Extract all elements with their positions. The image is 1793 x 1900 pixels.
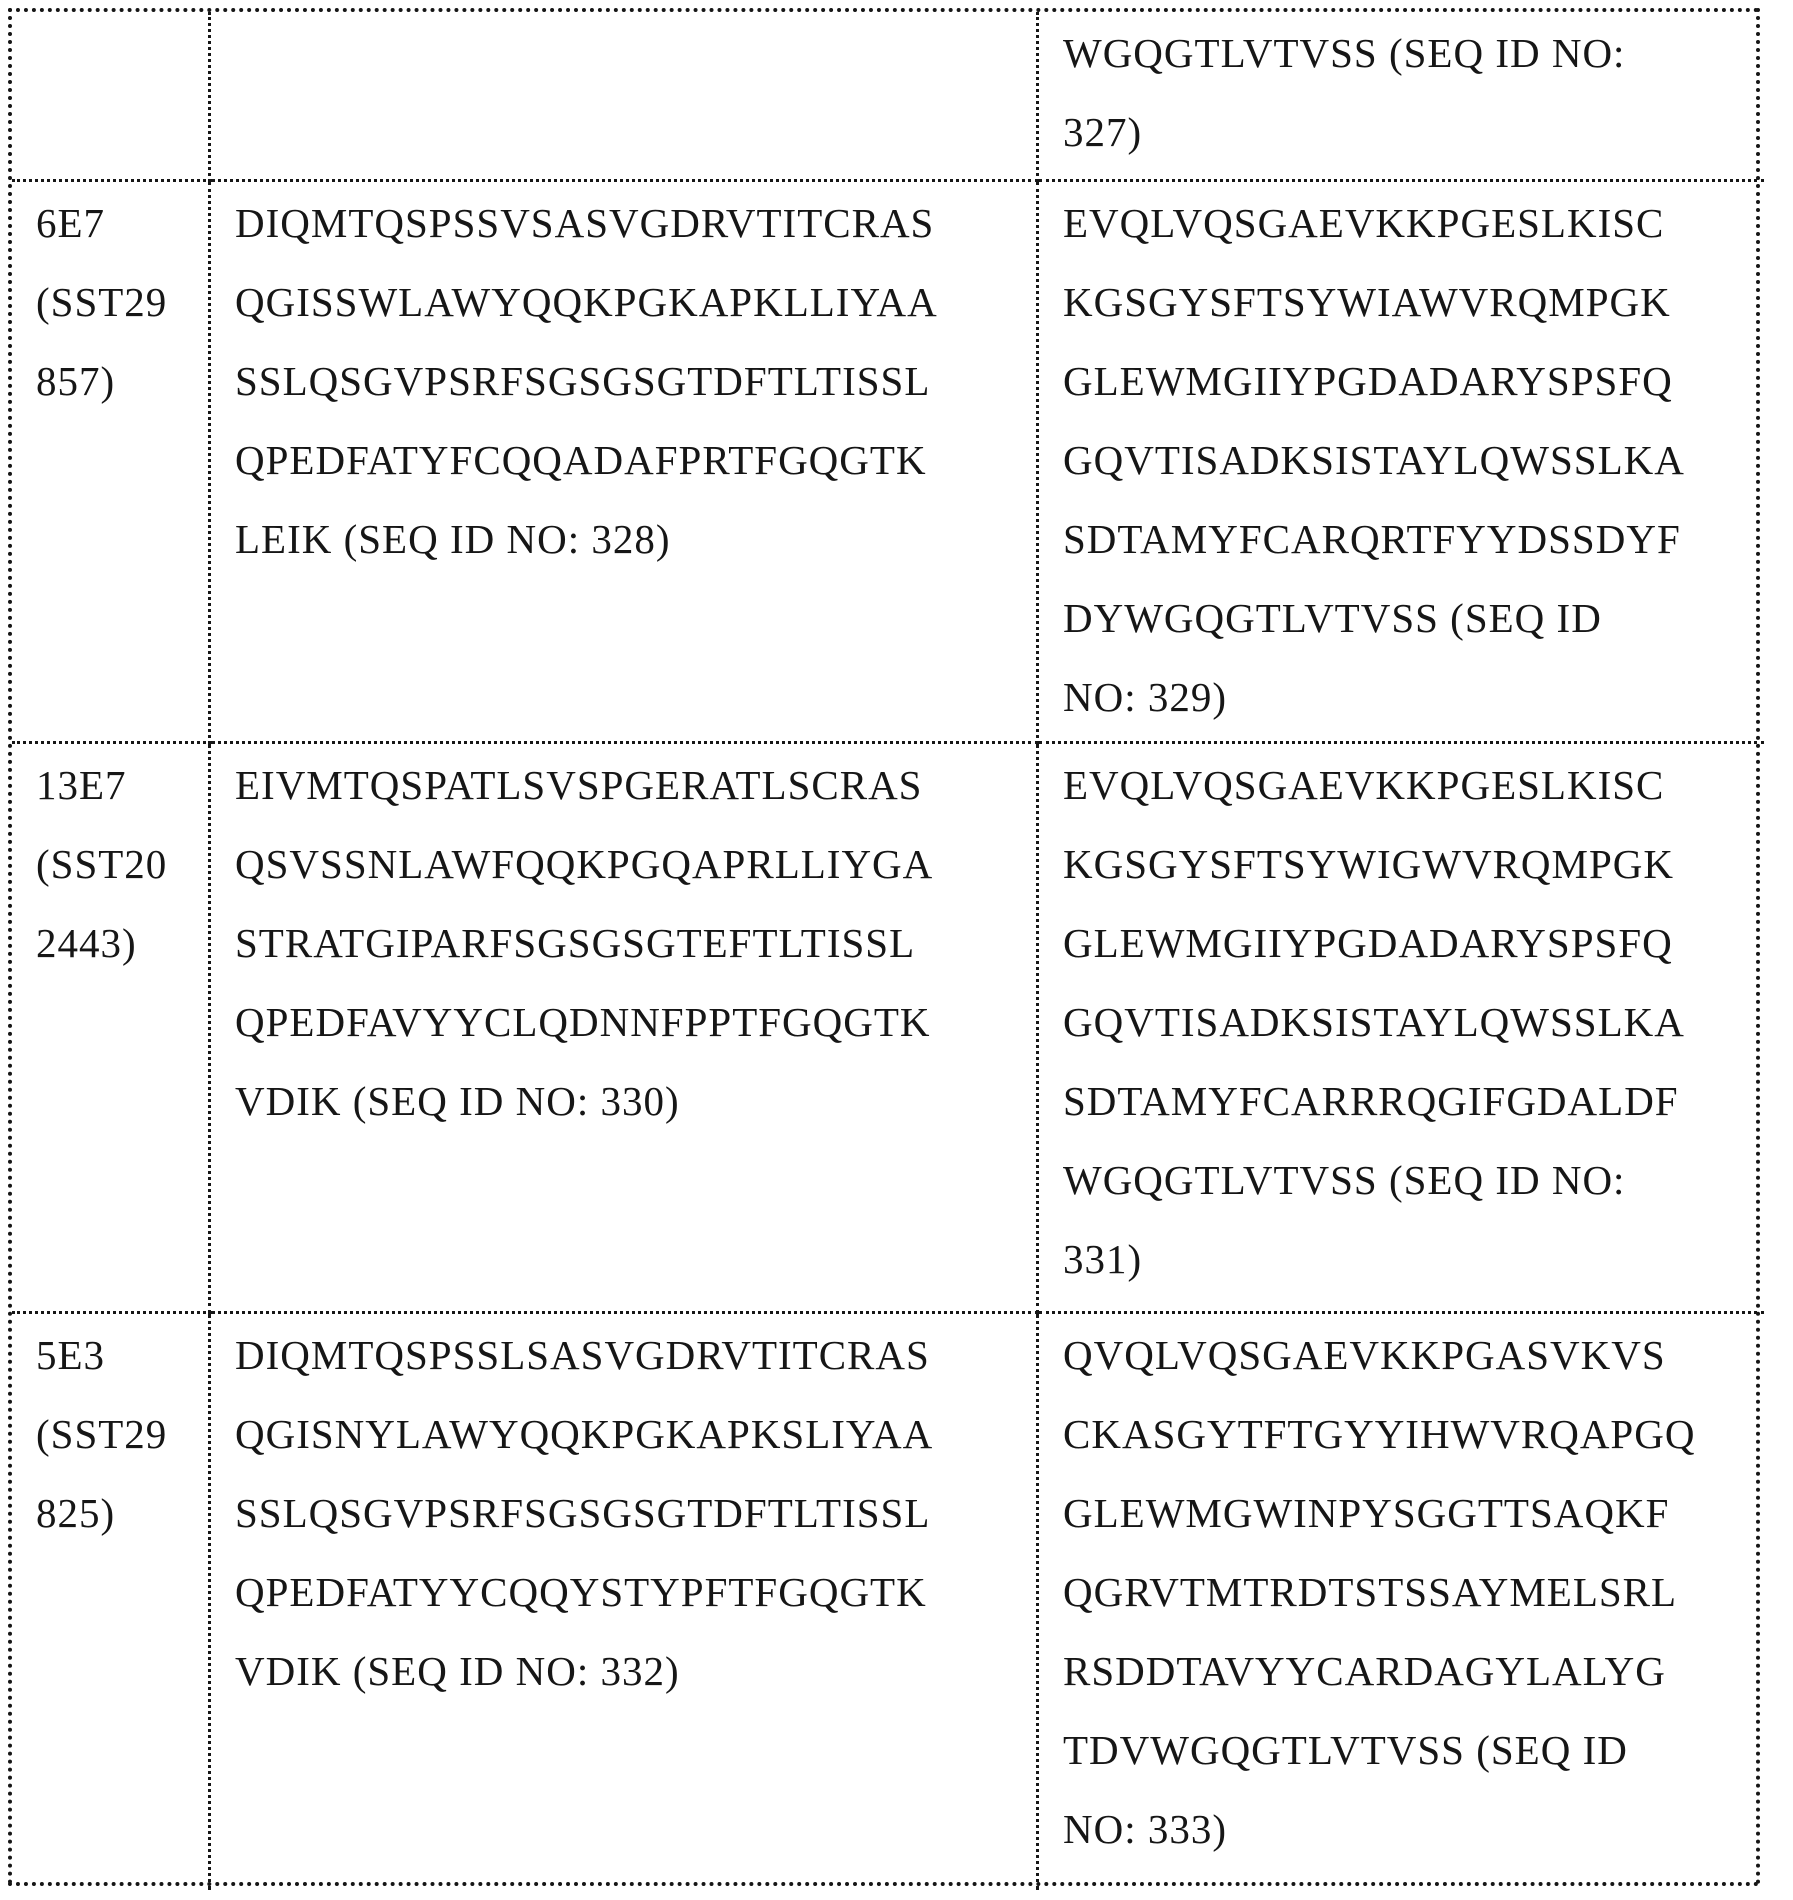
sequence-table	[8, 8, 1760, 1886]
clone-id-cell: 6E7 (SST29 857)	[12, 182, 211, 744]
clone-id-cell: 13E7 (SST20 2443)	[12, 744, 211, 1314]
vl-sequence-cell: DIQMTQSPSSLSASVGDRVTITCRAS QGISNYLAWYQQKPGKAPKSLIYAA SSLQSGVPSRFSGSGSGTDFTLTISSL QPEDFATYYCQQYSTYPFTFGQGTK VDIK (SEQ ID NO: 332)	[211, 1314, 1039, 1890]
vh-sequence-cell: EVQLVQSGAEVKKPGESLKISC KGSGYSFTSYWIGWVRQMPGK GLEWMGIIYPGDADARYSPSFQ GQVTISADKSISTAYLQWSSLKA SDTAMYFCARRRQGIFGDALDF WGQGTLVTVSS (SEQ ID NO: 331)	[1039, 744, 1764, 1314]
vl-sequence-cell: EIVMTQSPATLSVSPGERATLSCRAS QSVSSNLAWFQQKPGQAPRLLIYGA STRATGIPARFSGSGSGTEFTLTISSL QPEDFAVYYCLQDNNFPPTFGQGTK VDIK (SEQ ID NO: 330)	[211, 744, 1039, 1314]
vh-sequence-cell: QVQLVQSGAEVKKPGASVKVS CKASGYTFTGYYIHWVRQAPGQ GLEWMGWINPYSGGTTSAQKF QGRVTMTRDTSTSSAYMELSRL RSDDTAVYYCARDAGYLALYG TDVWGQGTLVTVSS (SEQ ID NO: 333)	[1063, 1332, 1696, 1852]
vl-sequence-cell: DIQMTQSPSSVSASVGDRVTITCRAS QGISSWLAWYQQKPGKAPKLLIYAA SSLQSGVPSRFSGSGSGTDFTLTISSL QPEDFATYFCQQADAFPRTFGQGTK LEIK (SEQ ID NO: 328)	[211, 182, 1039, 744]
vh-sequence-cell: WGQGTLVTVSS (SEQ ID NO: 327)	[1039, 12, 1764, 182]
vh-sequence-cell: EVQLVQSGAEVKKPGESLKISC KGSGYSFTSYWIAWVRQMPGK GLEWMGIIYPGDADARYSPSFQ GQVTISADKSISTAYLQWSSLKA SDTAMYFCARQRTFYYDSSDYF DYWGQGTLVTVSS (SEQ ID NO: 329)	[1039, 182, 1764, 744]
clone-id-cell: 5E3 (SST29 825)	[12, 1314, 211, 1890]
clone-id-cell	[12, 12, 211, 182]
vl-sequence-cell	[211, 12, 1039, 182]
